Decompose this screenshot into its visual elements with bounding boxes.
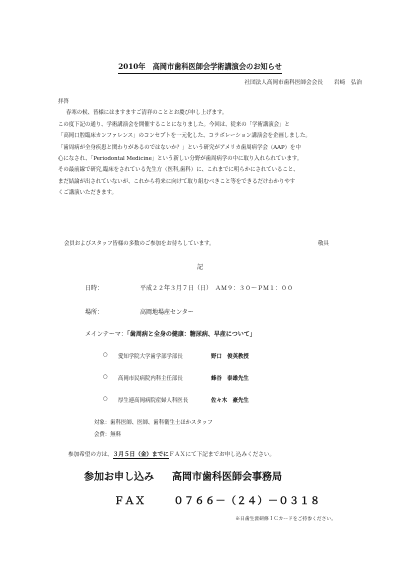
date-value: 平成２２年３月７日（日） ＡＭ９：３０～ＰＭ１：００ [140,285,294,292]
lecturer-2-mark: ○ [103,374,108,380]
theme-label: メインテーマ： [85,331,127,338]
venue-value: 高岡地場産センター [140,309,194,316]
body-line-2: この度下記の通り、学術講演会を開催することになりました。今回は、従来の「学術講演会」と [58,121,290,128]
lecturer-2-name: 蜂谷 泰雄先生 [211,376,249,382]
lecturer-3-mark: ○ [103,396,108,402]
fax-label: ＦＡＸ [114,496,146,507]
body-line-3: 「高岡口腔臨床カンファレンス」のコンセプトを一元化した、コラボレーション講演会を企画しました。 [58,133,311,140]
body-line-4: 「歯周病が全身疾患と関わりがあるのではないか？」という研究がアメリカ歯周病学会（AAP）を中 [58,144,301,151]
target-audience: 対象：歯科医師、医師、歯科衛生士ほかスタッフ [94,420,213,426]
ki-heading: 記 [196,264,203,271]
fax-line [114,492,321,507]
lecturer-3-name: 佐々木 豪先生 [211,398,249,404]
body-line-8: くご講演いただきます。 [58,190,117,197]
deadline-post: ＦＡＸにて下記までお申し込みください。 [168,452,276,458]
closing-word: 敬具 [318,241,329,247]
document-title-text: 2010年 高岡市歯科医師会学術講演会のお知らせ [118,62,282,74]
apply-label: 参加お申し込み [84,472,154,483]
fee: 会費：無料 [94,432,121,438]
lecturer-1-affiliation: 愛知学院大学歯学部学部長 [118,354,183,360]
footnote: ※日歯生涯研修ＩＣカードをご持参ください。 [235,517,336,522]
deadline-pre: 参加希望の方は、 [68,452,113,458]
venue-label: 場所： [85,309,104,316]
sender-name: 岩﨑 弘治 [334,80,362,86]
letter-body [58,97,358,200]
sender-line [244,78,362,86]
main-theme [85,329,256,338]
deadline-date: ３月５日（金）までに [112,452,169,458]
apply-line [84,468,282,483]
deadline-line [68,450,275,458]
theme-value: 「歯周病と全身の健康：糖尿病、早産について」 [126,331,256,338]
lecturer-1-mark: ○ [103,352,108,358]
sender-org: 社団法人高岡市歯科医師会会長 [244,80,323,86]
greeting: 拝啓 [58,99,69,105]
lecturer-1-name: 野口 俊英教授 [211,354,249,360]
fax-number: ０７６６－（２４）－０３１８ [173,496,321,507]
date-label: 日時： [85,285,104,292]
body-line-7: まだ結論が出されていないが、これから将来に向けて取り組むべきこと等をできるだけわかりやす [58,178,296,185]
body-line-5: 心になされ、「Periodontal Medicine」という新しい分野が歯周病学の中に取り入れられています。 [58,156,303,163]
lecturer-3-affiliation: 厚生連高岡病院産婦人科医長 [118,398,189,404]
body-line-6: その最前線で研究,臨床をされている先生方（医科,歯科）に、これまでに明らかにされていること、 [58,167,299,174]
document-title [0,62,400,74]
apply-office: 高岡市歯科医師会事務局 [172,472,282,483]
lecturer-2-affiliation: 高岡市民病院内科主任部長 [118,376,183,382]
closing-line: 会員およびスタッフ皆様の多数のご参加をお待ちしています。 [64,241,215,247]
body-line-1: 春寒の候、皆様にはますますご清祥のこととお慶び申し上げます。 [66,110,228,117]
